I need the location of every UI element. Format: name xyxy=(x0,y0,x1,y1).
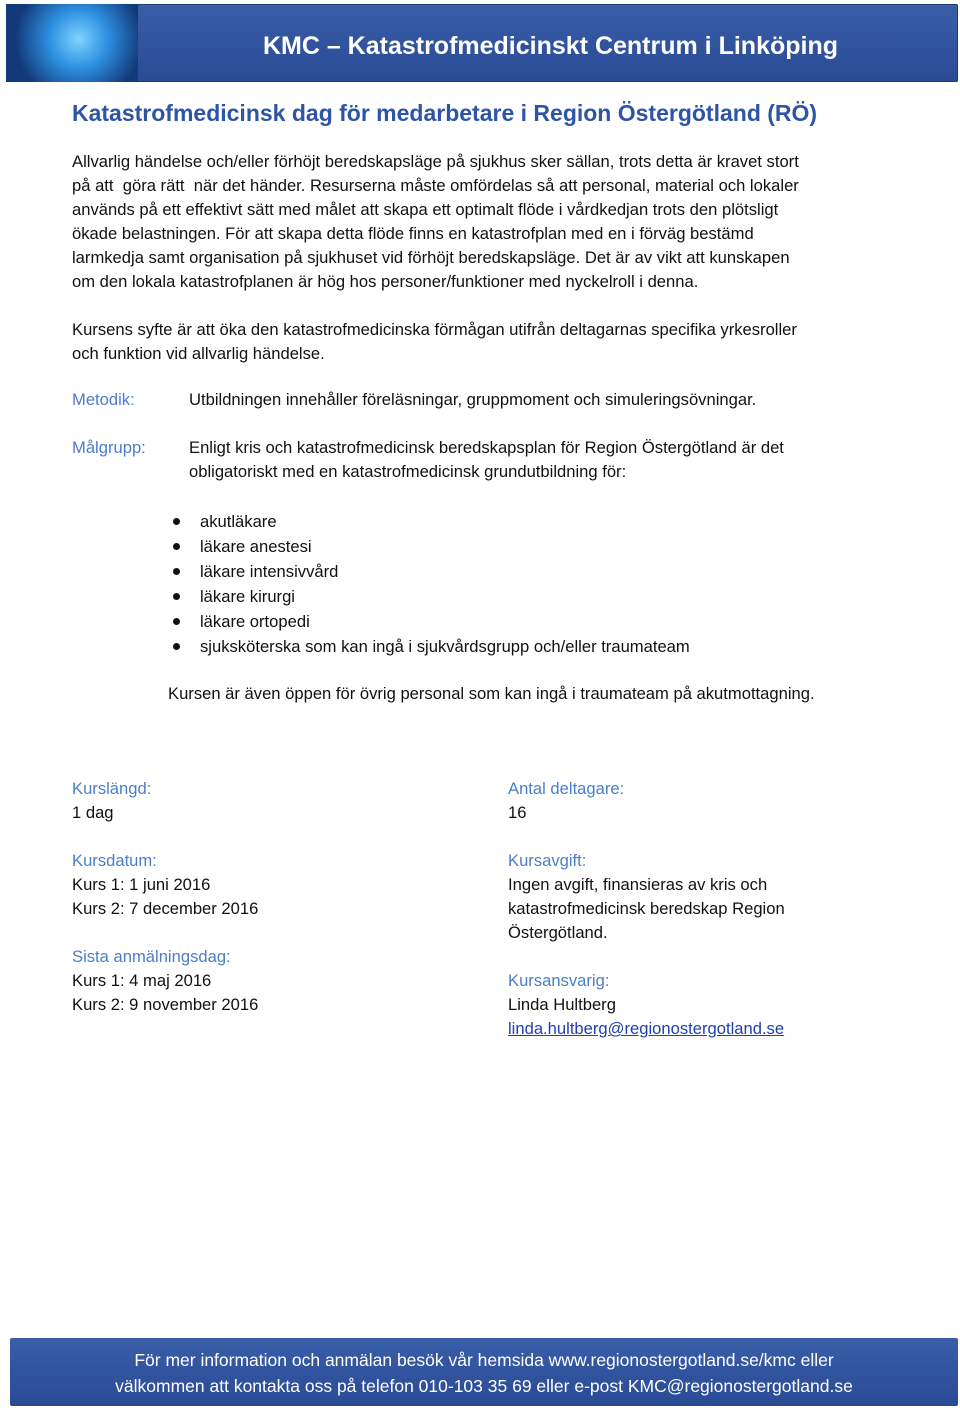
intro-line: larmkedja samt organisation på sjukhuset vid förhöjt beredskapsläge. Det är av vikt att kunskapen xyxy=(72,248,790,267)
malgrupp-line: obligatoriskt med en katastrofmedicinsk grundutbildning för: xyxy=(189,462,627,481)
intro-line: Allvarlig händelse och/eller förhöjt beredskapsläge på sjukhus sker sällan, trots detta är kravet stort xyxy=(72,152,799,171)
course-length-value: 1 dag xyxy=(72,803,114,822)
details-left-column xyxy=(72,777,258,1017)
course-fee-value: Östergötland. xyxy=(508,923,608,942)
responsible-label: Kursansvarig: xyxy=(508,971,610,990)
open-note: Kursen är även öppen för övrig personal som kan ingå i traumateam på akutmottagning. xyxy=(168,684,815,703)
course-length-label: Kurslängd: xyxy=(72,779,152,798)
deadline-value: Kurs 2: 9 november 2016 xyxy=(72,995,259,1014)
metodik-label: Metodik: xyxy=(72,390,135,409)
deadline-value: Kurs 1: 4 maj 2016 xyxy=(72,971,212,990)
list-item: läkare anestesi xyxy=(172,534,690,559)
participants-label: Antal deltagare: xyxy=(508,779,625,798)
page-title: Katastrofmedicinsk dag för medarbetare i Region Östergötland (RÖ) xyxy=(72,100,818,126)
target-group-list xyxy=(172,509,690,659)
kmc-logo-image xyxy=(6,4,138,82)
participants-value: 16 xyxy=(508,803,527,822)
intro-line: används på ett effektivt sätt med målet att skapa ett optimalt flöde i vårdkedjan trots den plötsligt xyxy=(72,200,779,219)
list-item: läkare kirurgi xyxy=(172,584,690,609)
course-fee-value: Ingen avgift, finansieras av kris och xyxy=(508,875,768,894)
intro-line: ökade belastningen. För att skapa detta flöde finns en katastrofplan med en i förväg bestämd xyxy=(72,224,754,243)
list-item: läkare ortopedi xyxy=(172,609,690,634)
purpose-line: och funktion vid allvarlig händelse. xyxy=(72,344,325,363)
course-fee-value: katastrofmedicinsk beredskap Region xyxy=(508,899,785,918)
responsible-email-link[interactable]: linda.hultberg@regionostergotland.se xyxy=(508,1019,785,1038)
details-right-column xyxy=(508,777,785,1041)
malgrupp-label: Målgrupp: xyxy=(72,438,146,457)
purpose-paragraph xyxy=(72,318,892,366)
course-date-value: Kurs 1: 1 juni 2016 xyxy=(72,875,211,894)
list-item: läkare intensivvård xyxy=(172,559,690,584)
course-date-label: Kursdatum: xyxy=(72,851,157,870)
intro-line: om den lokala katastrofplanen är hög hos personer/funktioner med nyckelroll i denna. xyxy=(72,272,699,291)
header-banner xyxy=(6,4,958,82)
header-title: KMC – Katastrofmedicinskt Centrum i Linköping xyxy=(262,32,838,60)
intro-line: på att göra rätt när det händer. Resurserna måste omfördelas så att personal, material och lokaler xyxy=(72,176,799,195)
footer-line: välkommen att kontakta oss på telefon 010-103 35 69 eller e-post KMC@regionostergotland.se xyxy=(115,1376,853,1396)
metodik-text: Utbildningen innehåller föreläsningar, gruppmoment och simuleringsövningar. xyxy=(189,390,757,409)
responsible-name: Linda Hultberg xyxy=(508,995,616,1014)
footer-line: För mer information och anmälan besök vår hemsida www.regionostergotland.se/kmc eller xyxy=(134,1350,834,1370)
footer-banner xyxy=(10,1338,958,1406)
list-item: akutläkare xyxy=(172,509,690,534)
malgrupp-text xyxy=(189,436,889,484)
list-item: sjuksköterska som kan ingå i sjukvårdsgrupp och/eller traumateam xyxy=(172,634,690,659)
malgrupp-line: Enligt kris och katastrofmedicinsk beredskapsplan för Region Östergötland är det xyxy=(189,438,784,457)
course-date-value: Kurs 2: 7 december 2016 xyxy=(72,899,259,918)
deadline-label: Sista anmälningsdag: xyxy=(72,947,231,966)
intro-paragraph xyxy=(72,150,892,294)
purpose-line: Kursens syfte är att öka den katastrofmedicinska förmågan utifrån deltagarnas specifika yrkesroller xyxy=(72,320,797,339)
course-fee-label: Kursavgift: xyxy=(508,851,587,870)
